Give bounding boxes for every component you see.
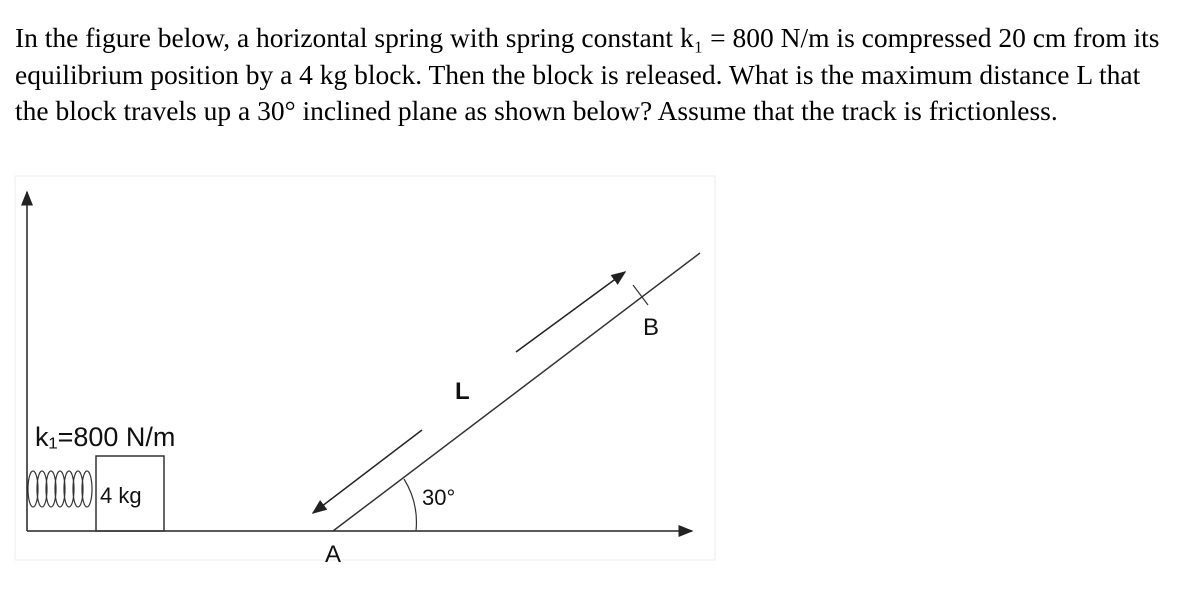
arrow-up-incline [516,272,625,352]
angle-arc [404,479,416,531]
incline-plane [333,253,700,531]
block-label: 4 kg [100,483,142,508]
spring-icon [28,471,92,507]
question-text: In the figure below, a horizontal spring with spring constant k₁ = 800 N/m is compressed 20 cm from its equilibrium position by a 4 kg block. Then the block is released. What is the maximum distance L that the block travels up a 30° inclined plane as shown below? Assume that the track is frictionless. [15,22,1160,126]
point-b-label: B [643,314,660,341]
length-label: L [455,378,470,405]
arrow-down-incline [313,430,422,513]
point-a-label: A [325,541,342,568]
angle-label: 30° [422,485,456,510]
spring-constant-label: k₁=800 N/m [35,422,176,452]
